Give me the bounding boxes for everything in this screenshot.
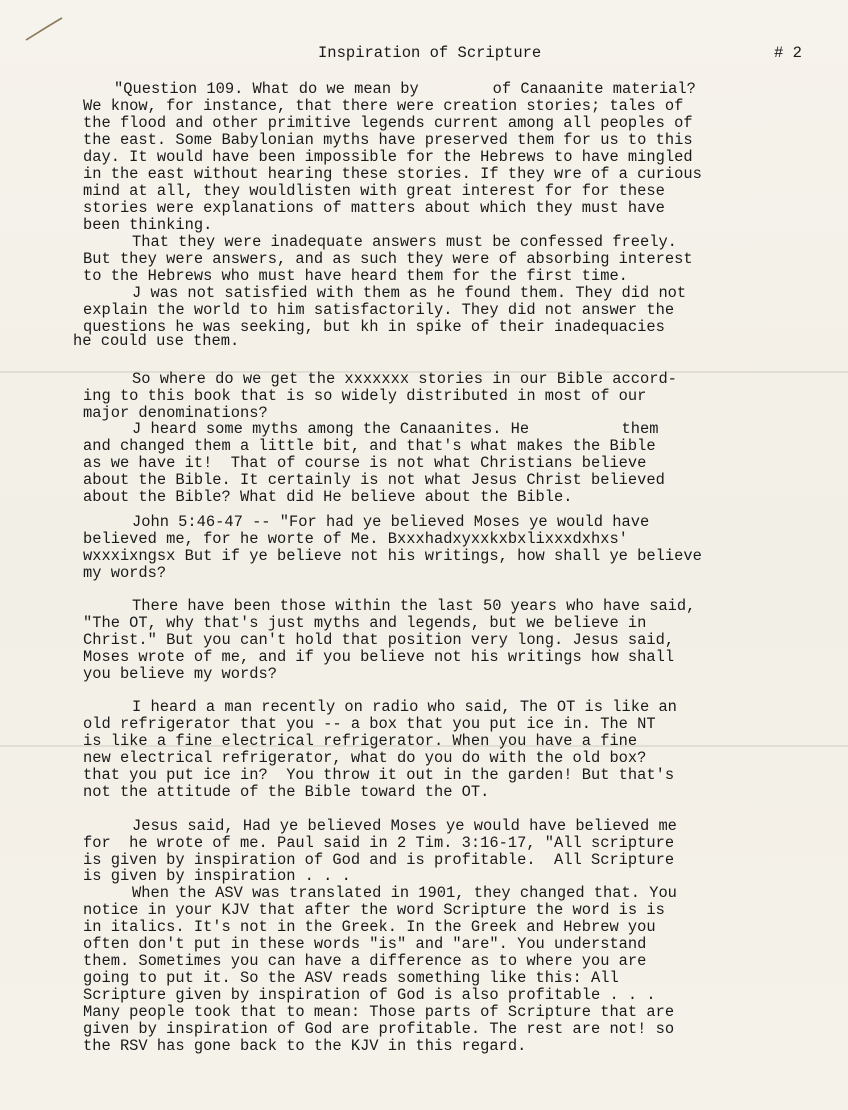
text-line: Scripture given by inspiration of God is also profitable . . . [83,986,656,1004]
text-line: as we have it! That of course is not what Christians believe [83,454,647,472]
text-line: But they were answers, and as such they were of absorbing interest [83,250,693,268]
text-line: wxxxixngsx But if ye believe not his writings, how shall ye believe [83,547,702,565]
text-line: often don't put in these words "is" and "are". You understand [83,935,647,953]
text-line: John 5:46-47 -- "For had ye believed Moses ye would have [132,513,650,531]
text-line: questions he was seeking, but kh in spike of their inadequacies [83,318,665,336]
text-line: in the east without hearing these stories. If they wre of a curious [83,165,702,183]
text-line: given by inspiration of God are profitable. The rest are not! so [83,1020,675,1038]
page-header [0,44,848,66]
text-line: "Question 109. What do we mean by of Canaanite material? [114,80,696,98]
text-line: Many people took that to mean: Those parts of Scripture that are [83,1003,675,1021]
text-line: believed me, for he worte of Me. Bxxxhadxyxxkxbxlixxxdxhxs' [83,530,628,548]
text-line: in italics. It's not in the Greek. In the Greek and Hebrew you [83,918,656,936]
text-line: my words? [83,564,167,582]
text-line: the RSV has gone back to the KJV in this regard. [83,1037,527,1055]
text-line: and changed them a little bit, and that's what makes the Bible [83,437,656,455]
text-line: you believe my words? [83,665,277,683]
text-line: J heard some myths among the Canaanites. He them [132,420,659,438]
text-line: that you put ice in? You throw it out in the garden! But that's [83,766,675,784]
text-line: been thinking. [83,216,213,234]
text-line: going to put it. So the ASV reads something like this: All [83,969,619,987]
text-line: about the Bible? What did He believe about the Bible. [83,488,573,506]
text-line: is like a fine electrical refrigerator. When you have a fine [83,732,638,750]
text-line: the east. Some Babylonian myths have preserved them for us to this [83,131,693,149]
page-number: # 2 [774,44,802,62]
text-line: Christ." But you can't hold that position very long. Jesus said, [83,631,675,649]
page-title: Inspiration of Scripture [318,44,542,62]
text-line: When the ASV was translated in 1901, they changed that. You [132,884,677,902]
text-line: ing to this book that is so widely distributed in most of our [83,387,647,405]
text-line: Jesus said, Had ye believed Moses ye would have believed me [132,817,677,835]
text-line: major denominations? [83,404,268,422]
text-line: them. Sometimes you can have a difference as to where you are [83,952,647,970]
text-line: J was not satisfied with them as he found them. They did not [132,284,687,302]
text-line: is given by inspiration . . . [83,867,351,885]
text-line: is given by inspiration of God and is profitable. All Scripture [83,851,675,869]
text-line: We know, for instance, that there were creation stories; tales of [83,97,684,115]
text-line: new electrical refrigerator, what do you do with the old box? [83,749,647,767]
pencil-mark-icon [22,14,70,44]
text-line: Moses wrote of me, and if you believe not his writings how shall [83,648,675,666]
text-line: for he wrote of me. Paul said in 2 Tim. 3:16-17, "All scripture [83,834,675,852]
text-line: old refrigerator that you -- a box that you put ice in. The NT [83,715,656,733]
text-line: So where do we get the xxxxxxx stories in our Bible accord- [132,370,677,388]
text-line: notice in your KJV that after the word Scripture the word is is [83,901,665,919]
text-line: about the Bible. It certainly is not what Jesus Christ believed [83,471,665,489]
text-line: not the attitude of the Bible toward the OT. [83,783,490,801]
text-line: stories were explanations of matters about which they must have [83,199,665,217]
text-line: I heard a man recently on radio who said, The OT is like an [132,698,677,716]
text-line: day. It would have been impossible for the Hebrews to have mingled [83,148,693,166]
text-line: "The OT, why that's just myths and legends, but we believe in [83,614,647,632]
text-line: That they were inadequate answers must be confessed freely. [132,233,677,251]
text-line: he could use them. [73,332,240,350]
text-line: explain the world to him satisfactorily. They did not answer the [83,301,675,319]
text-line: mind at all, they wouldlisten with great interest for for these [83,182,665,200]
text-line: to the Hebrews who must have heard them for the first time. [83,267,628,285]
text-line: There have been those within the last 50 years who have said, [132,597,696,615]
text-line: the flood and other primitive legends current among all peoples of [83,114,693,132]
